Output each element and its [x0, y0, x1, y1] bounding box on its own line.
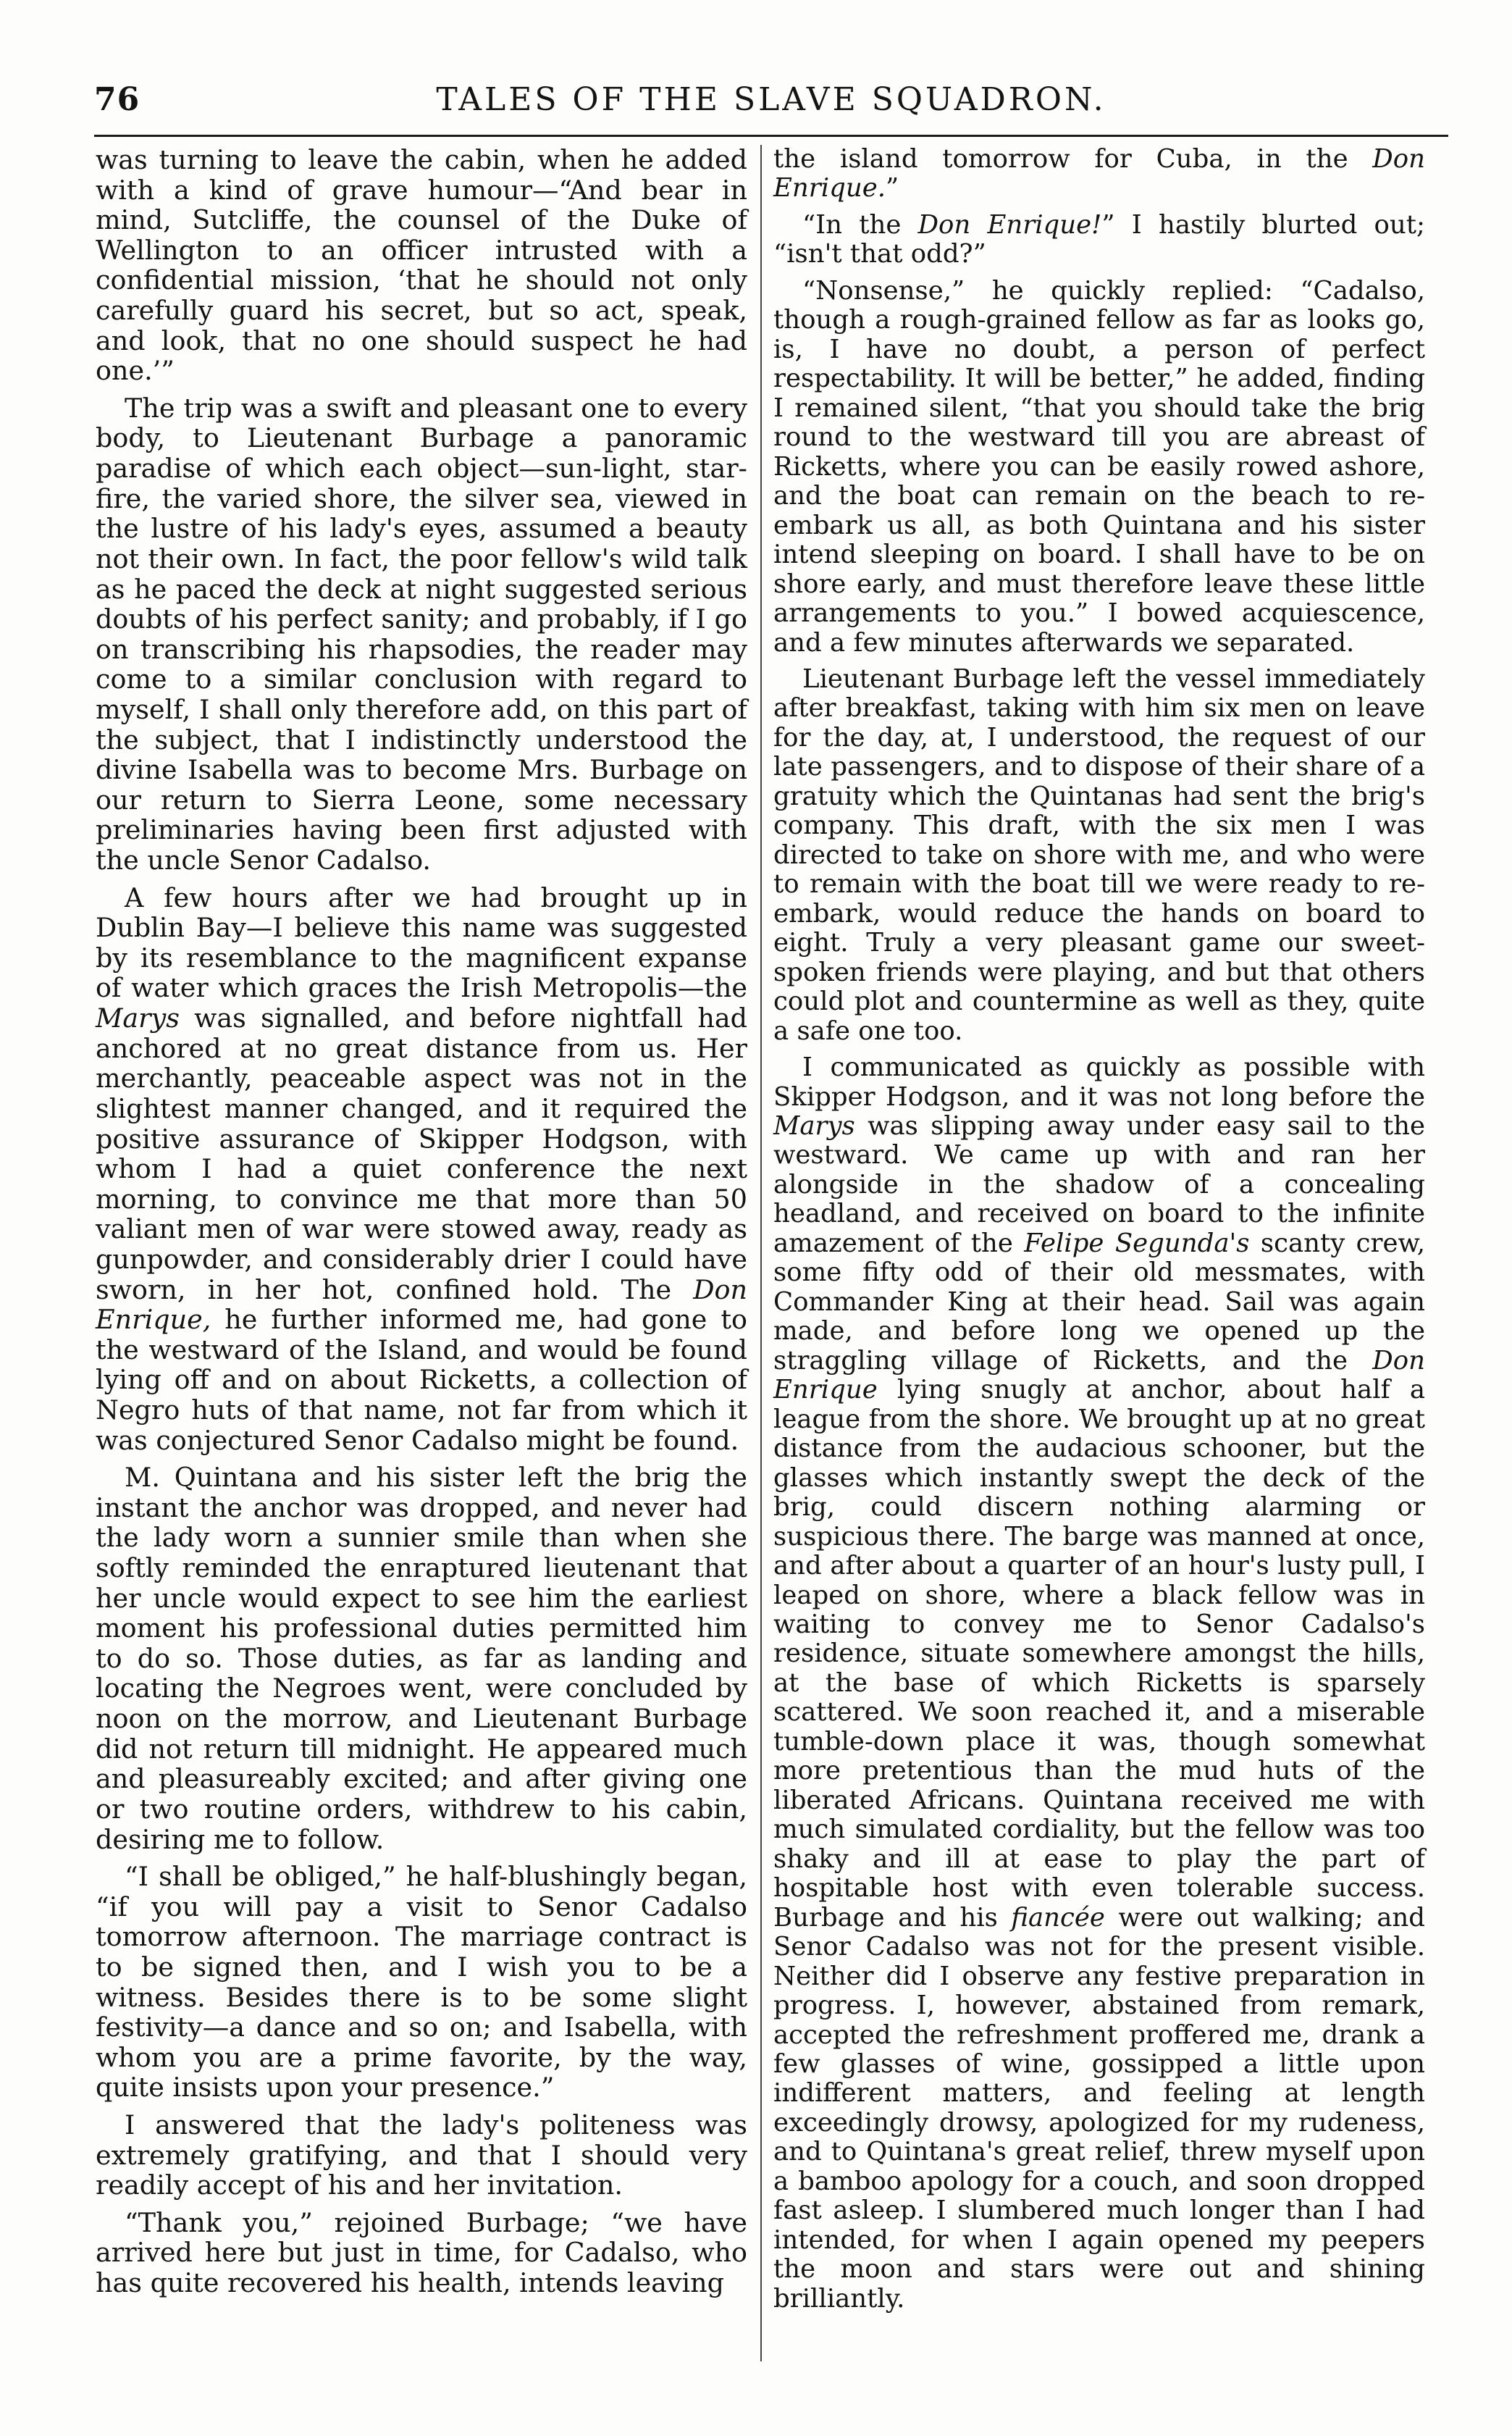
ship-name: Don Enrique. [773, 144, 1425, 204]
paragraph [773, 211, 1425, 269]
text-run: was signalled, and before nightfall had anchored at no great distance from us. Her merchantly, peaceable aspect was not in the slightest manner changed, and it required the positive assurance of Skipper Hodgson, with whom I had a quiet conference the next morning, to convince me that more than 50 valiant men of war were stowed away, ready as gunpowder, and considerably drier I could have sworn, in her hot, confined hold. The [96, 1003, 747, 1305]
ship-name: Marys [96, 1003, 180, 1034]
paragraph: M. Quintana and his sister left the brig the instant the anchor was dropped, and never had the lady worn a sunnier smile than when she softly reminded the enraptured lieutenant that her uncle would expect to see him the earliest moment his professional duties permitted him to do so. Those duties, as far as landing and locating the Negroes went, were concluded by noon on the morrow, and Lieutenant Burbage did not return till midnight. He appeared much and pleasureably excited; and after giving one or two routine orders, withdrew to his cabin, desiring me to follow. [96, 1462, 747, 1855]
right-column [773, 145, 1425, 2361]
paragraph: “Nonsense,” he quickly replied: “Cadalso, though a rough-grained fellow as far as looks go, is, I have no doubt, a person of perfect respectability. It will be better,” he added, finding I remained silent, “that you should take the brig round to the westward till you are abreast of Ricketts, where you can be easily rowed ashore, and the boat can remain on the beach to re-embark us all, as both Quintana and his sister intend sleeping on board. I shall have to be on shore early, and must therefore leave these little arrangements to you.” I bowed acquiescence, and a few minutes afterwards we separated. [773, 275, 1425, 658]
ship-name: Don Enrique [773, 1345, 1425, 1405]
paragraph [96, 883, 747, 1456]
paragraph: “Thank you,” rejoined Burbage; “we have arrived here but just in time, for Cadalso, who has quite recovered his health, intends leaving [96, 2206, 747, 2299]
paragraph: The trip was a swift and pleasant one to every body, to Lieutenant Burbage a panoramic paradise of which each object—sun-light, star-fire, the varied shore, the silver sea, viewed in the lustre of his lady's eyes, assumed a beauty not their own. In fact, the poor fellow's wild talk as he paced the deck at night suggested serious doubts of his perfect sanity; and probably, if I go on transcribing his rhapsodies, the reader may come to a similar conclusion with regard to myself, I shall only therefore add, on this part of the subject, that I indistinctly understood the divine Isabella was to become Mrs. Burbage on our return to Sierra Leone, some necessary preliminaries having been first adjusted with the uncle Senor Cadalso. [96, 392, 747, 876]
text-run: he further informed me, had gone to the westward of the Island, and would be found lying off and on about Ricketts, a collection of Negro huts of that name, not far from which it was conjectured Senor Cadalso might be found. [96, 1304, 747, 1456]
text-run: scanty crew, some fifty odd of their old messmates, with Commander King at their head. Sail was again made, and before long we opened up the straggling village of Ricketts, and the [773, 1228, 1425, 1376]
text-run: the island tomorrow for Cuba, in the [773, 144, 1373, 174]
text-run: were out walking; and Senor Cadalso was not for the present visible. Neither did I observe any festive preparation in progress. I, however, abstained from remark, accepted the refreshment proffered me, drank a few glasses of wine, gossipped a little upon indifferent matters, and feeling at length exceedingly drowsy, apologized for my rudeness, and to Quintana's great relief, threw myself upon a bamboo apology for a couch, and soon dropped fast asleep. I slumbered much longer than I had intended, for when I again opened my peepers the moon and stars were out and shining brilliantly. [773, 1902, 1425, 2314]
paragraph: I answered that the lady's politeness was extremely gratifying, and that I should very readily accept of his and her invitation. [96, 2109, 747, 2201]
text-run: A few hours after we had brought up in Dublin Bay—I believe this name was suggested by its resemblance to the magnificent expanse of water which graces the Irish Metropolis—the [96, 882, 747, 1004]
left-column [96, 145, 747, 2361]
paragraph [773, 1053, 1425, 2314]
ship-name: Don Enrique! [917, 209, 1102, 240]
ship-name: Felipe Segunda's [1024, 1228, 1250, 1258]
paragraph: “I shall be obliged,” he half-blushingly began, “if you will pay a visit to Senor Cadalso tomorrow afternoon. The marriage contract is to be signed then, and I wish you to be a witness. Besides there is to be some slight festivity—a dance and so on; and Isabella, with whom you are a prime favorite, by the way, quite insists upon your presence.” [96, 1861, 747, 2104]
ship-name: Marys [773, 1111, 855, 1141]
paragraph: Lieutenant Burbage left the vessel immediately after breakfast, taking with him six men on leave for the day, at, I understood, the request of our late passengers, and to dispose of their share of a gratuity which the Quintanas had sent the brig's company. This draft, with the six men I was directed to take on shore with me, and who were to remain with the boat till we were ready to re-embark, would reduce the hands on board to eight. Truly a very pleasant game our sweet-spoken friends were playing, and but that others could plot and countermine as well as they, quite a safe one too. [773, 664, 1425, 1046]
text-run: “In the [802, 209, 918, 240]
text-run: ” [885, 173, 899, 204]
text-run: ” I hastily blurted out; “isn't that odd?” [773, 209, 1425, 269]
italic-word: fiancée [1011, 1902, 1105, 1933]
running-title: TALES OF THE SLAVE SQUADRON. [436, 81, 1106, 118]
ship-name: Don Enrique, [96, 1273, 747, 1336]
header-rule [94, 135, 1448, 137]
page-header [94, 81, 1448, 125]
text-run: I communicated as quickly as possible with Skipper Hodgson, and it was not long before the [773, 1052, 1425, 1112]
text-run: lying snugly at anchor, about half a league from the shore. We brought up at no great distance from the audacious schooner, but the glasses which instantly swept the deck of the brig, could discern nothing alarming or suspicious there. The barge was manned at once, and after about a quarter of an hour's lusty pull, I leaped on shore, where a black fellow was in waiting to convey me to Senor Cadalso's residence, situate somewhere amongst the hills, at the base of which Ricketts is sparsely scattered. We soon reached it, and a miserable tumble-down place it was, though somewhat more pretentious than the mud huts of the liberated Africans. Quintana received me with much simulated cordiality, but the fellow was too shaky and ill at ease to play the part of hospitable host with even tolerable success. Burbage and his [773, 1375, 1425, 1933]
column-divider [760, 145, 762, 2361]
paragraph [773, 145, 1425, 204]
page-number: 76 [94, 81, 140, 118]
paragraph: was turning to leave the cabin, when he added with a kind of grave humour—“And bear in mind, Sutcliffe, the counsel of the Duke of Wellington to an officer intrusted with a confidential mission, ‘that he should not only carefully guard his secret, but so act, speak, and look, that no one should suspect he had one.’” [96, 144, 747, 387]
text-run: was slipping away under easy sail to the westward. We came up with and ran her alongside in the shadow of a concealing headland, and received on board to the infinite amazement of the [773, 1111, 1425, 1258]
